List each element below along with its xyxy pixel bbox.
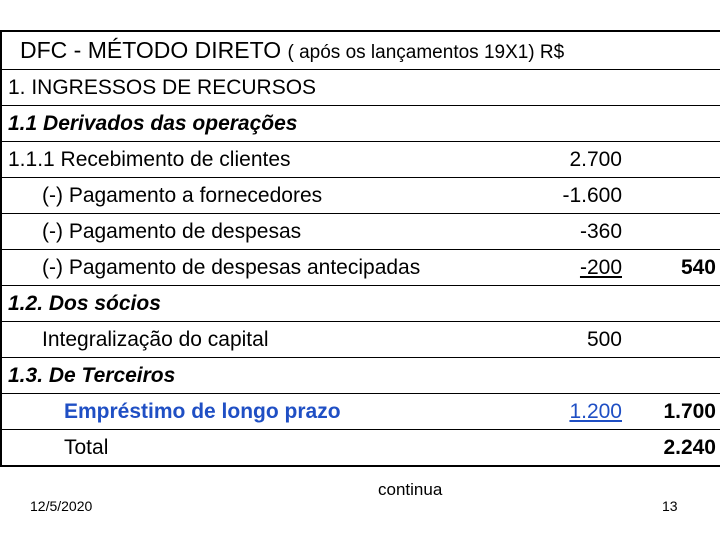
row-value: 1.200 (569, 400, 622, 423)
title-main: DFC - MÉTODO DIRETO (20, 37, 282, 63)
table-row (2, 141, 720, 177)
row-label: 1. INGRESSOS DE RECURSOS (8, 76, 317, 99)
table-row (2, 393, 720, 429)
row-value: 500 (586, 328, 622, 351)
row-label: (-) Pagamento de despesas antecipadas (42, 256, 421, 279)
table-row-total (2, 429, 720, 465)
footer-page-number: 13 (662, 498, 678, 514)
table-row (2, 177, 720, 213)
row-label: Total (64, 436, 109, 459)
row-subtotal: 1.700 (663, 400, 716, 423)
row-label: (-) Pagamento a fornecedores (42, 184, 323, 207)
table-row (2, 321, 720, 357)
table-row (2, 213, 720, 249)
table-row (2, 105, 720, 141)
table-row (2, 357, 720, 393)
row-label: 1.1.1 Recebimento de clientes (8, 148, 291, 171)
cash-flow-table (0, 30, 720, 467)
row-label: 1.3. De Terceiros (8, 364, 176, 387)
title-detail: ( após os lançamentos 19X1) R$ (287, 42, 565, 63)
table-row (2, 285, 720, 321)
footer-date: 12/5/2020 (30, 498, 93, 514)
row-label: (-) Pagamento de despesas (42, 220, 302, 243)
row-value: -1.600 (562, 184, 622, 207)
row-subtotal: 540 (680, 256, 716, 279)
row-value: -200 (579, 256, 622, 279)
row-label: Integralização do capital (42, 328, 269, 351)
row-label: 1.1 Derivados das operações (8, 112, 298, 135)
footer-continue: continua (378, 480, 443, 499)
row-value: 2.700 (569, 148, 622, 171)
table-title (20, 32, 564, 71)
row-label: 1.2. Dos sócios (8, 292, 161, 315)
table-row (2, 69, 720, 105)
row-total: 2.240 (663, 436, 716, 459)
row-value: -360 (579, 220, 622, 243)
row-label: Empréstimo de longo prazo (64, 400, 341, 423)
table-title-row (2, 32, 720, 69)
table-row (2, 249, 720, 285)
